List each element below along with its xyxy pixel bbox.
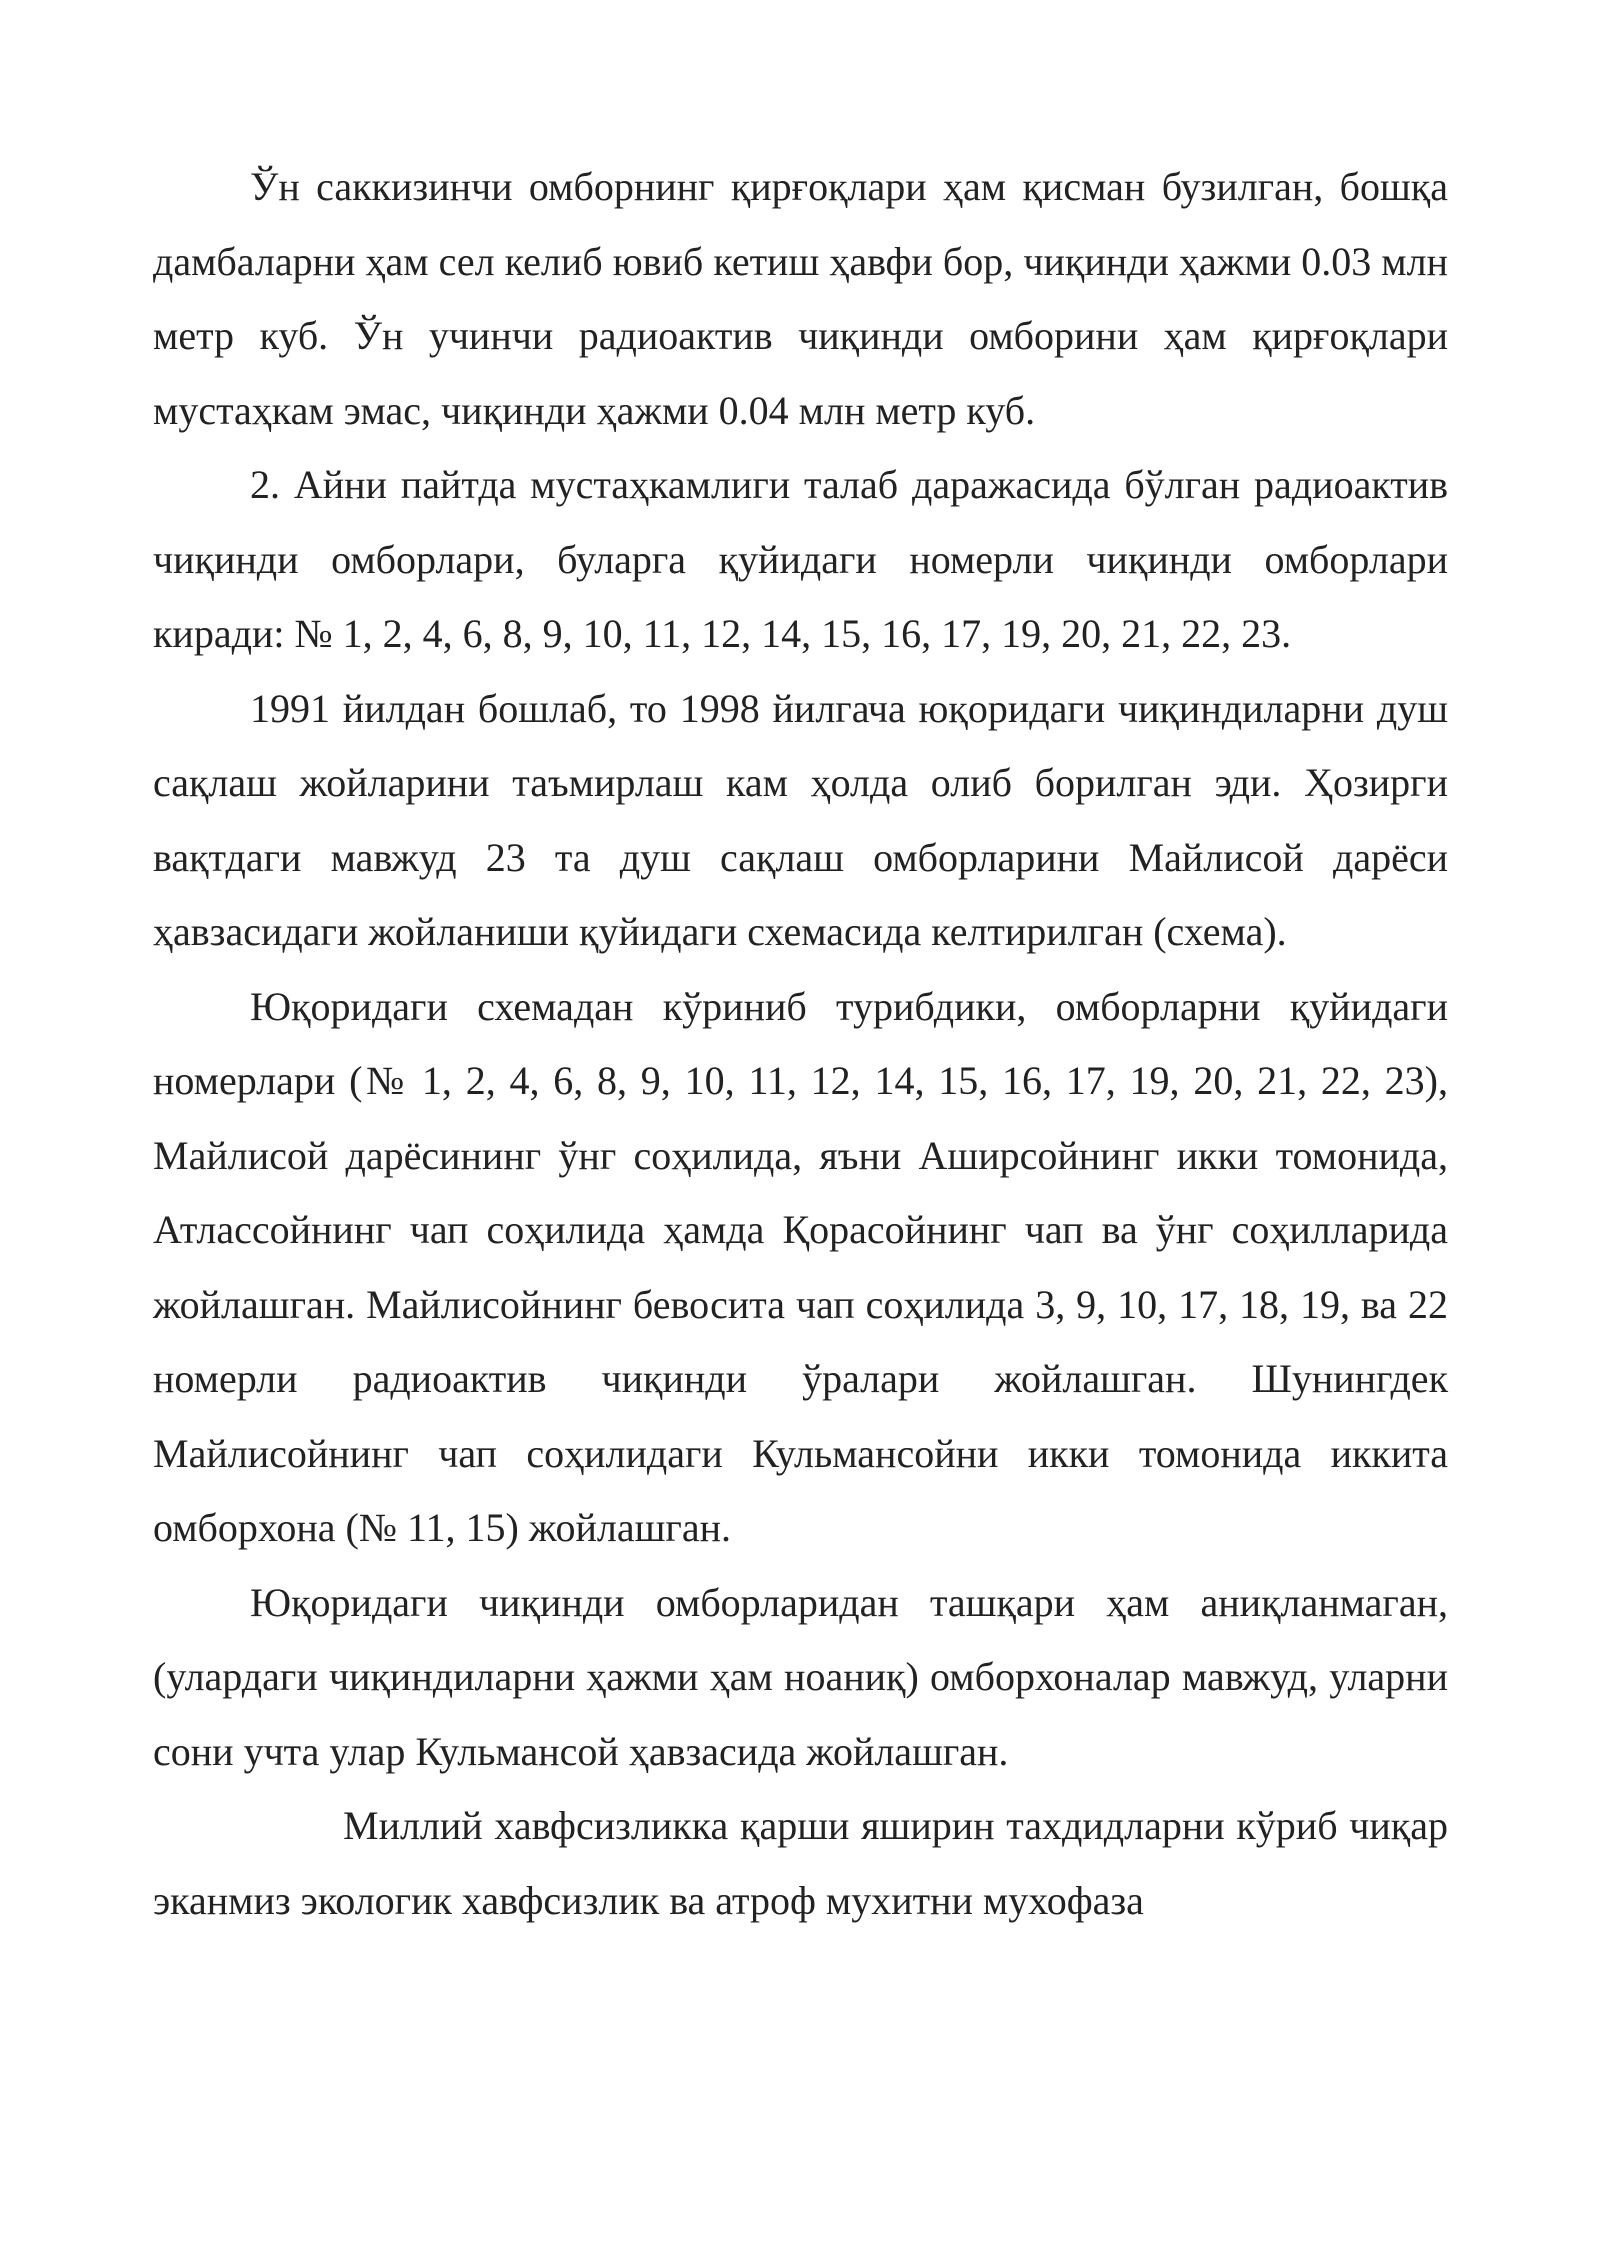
paragraph-scheme-locations: Юқоридаги схемадан кўриниб турибдики, омборларни қуйидаги номерлари (№ 1, 2, 4, 6, 8, 9, 10, 11, 12, 14, 15, 16, 17, 19, 20, 21, 22, 23), Майлисой дарёсининг ўнг соҳилида, яъни Аширсойнинг икки томонида, Атлассойнинг чап соҳилида ҳамда Қорасойнинг чап ва ўнг соҳилларида жойлашган. Майлисойнинг бевосита чап соҳилида 3, 9, 10, 17, 18, 19, ва 22 номерли радиоактив чиқинди ўралари жойлашган. Шунингдек Майлисойнинг чап соҳилидаги Кульмансойни икки томонида иккита омборхона (№ 11, 15) жойлашган.	[153, 983, 1448, 1550]
paragraph-unidentified-storages: Юқоридаги чиқинди омборларидан ташқари ҳам аниқланмаган, (улардаги чиқиндиларни ҳажми ҳам ноаниқ) омборхоналар мавжуд, уларни сони учта улар Кульмансой ҳавзасида жойлашган.	[153, 1579, 1448, 1774]
paragraph-repair-history: 1991 йилдан бошлаб, то 1998 йилгача юқоридаги чиқиндиларни душ сақлаш жойларини таъмирлаш кам ҳолда олиб борилган эди. Ҳозирги вақтдаги мавжуд 23 та душ сақлаш омборларини Майлисой дарёси ҳавзасидаги жойланиши қуйидаги схемасида келтирилган (схема).	[153, 685, 1448, 954]
paragraph-national-security: Миллий хавфсизликка қарши яширин тахдидларни кўриб чиқар эканмиз экологик хавфсизлик ва атроф мухитни мухофаза	[153, 1803, 1448, 1923]
paragraph-dam-erosion: Ўн саккизинчи омборнинг қирғоқлари ҳам қисман бузилган, бошқа дамбаларни ҳам сел келиб ювиб кетиш ҳавфи бор, чиқинди ҳажми 0.03 млн метр куб. Ўн учинчи радиоактив чиқинди омборини ҳам қирғоқлари мустаҳкам эмас, чиқинди ҳажми 0.04 млн метр куб.	[153, 164, 1448, 433]
paragraph-stable-storages: 2. Айни пайтда мустаҳкамлиги талаб даражасида бўлган радиоактив чиқинди омборлари, буларга қуйидаги номерли чиқинди омборлари киради: № 1, 2, 4, 6, 8, 9, 10, 11, 12, 14, 15, 16, 17, 19, 20, 21, 22, 23.	[153, 462, 1448, 656]
document-body	[153, 150, 1448, 1938]
